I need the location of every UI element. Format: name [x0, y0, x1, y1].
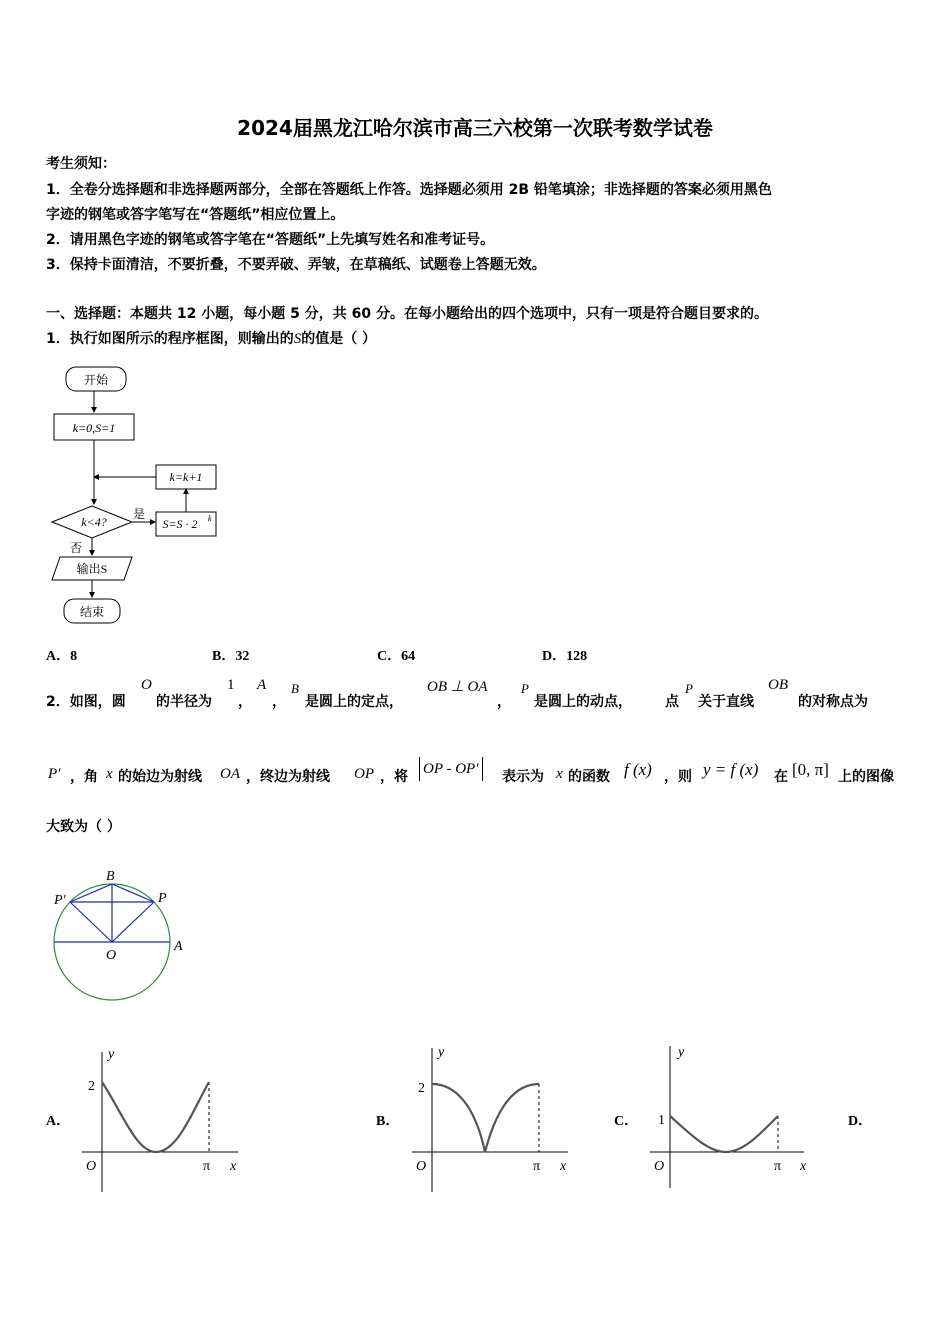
q2-O: O	[141, 677, 152, 693]
q2-A: A	[257, 677, 267, 693]
q2-graph-a	[78, 1042, 248, 1192]
axis-x: x	[560, 1159, 567, 1174]
page-title: 2024届黑龙江哈尔滨市高三六校第一次联考数学试卷	[237, 116, 713, 140]
q2-p2: 的半径为	[156, 694, 212, 710]
axis-x: x	[230, 1159, 237, 1174]
pi-tick: π	[774, 1159, 782, 1174]
q1-stem-var: S	[293, 331, 302, 347]
q2-option-b-label: B．	[376, 1114, 400, 1129]
origin: O	[416, 1159, 427, 1174]
origin: O	[654, 1159, 665, 1174]
q1-option-b: B．32	[212, 649, 250, 664]
q2-OP: OP	[354, 766, 374, 782]
axis-y: y	[438, 1045, 445, 1060]
q1-option-d: D．128	[542, 649, 588, 664]
flow-no: 否	[70, 541, 83, 555]
flow-body-sup: k	[208, 514, 212, 523]
curve-b	[432, 1084, 539, 1152]
circle-figure	[44, 864, 204, 1006]
pi-tick: π	[203, 1159, 211, 1174]
label-A: A	[174, 939, 183, 954]
q2-p3: 是圆上的定点，	[305, 694, 403, 710]
q2-interval: [0, π]	[792, 760, 829, 779]
label-P: P	[158, 891, 167, 906]
axis-x: x	[800, 1159, 807, 1174]
notice-line-1a: 1．全卷分选择题和非选择题两部分，全部在答题纸上作答。选择题必须用 2B 铅笔填涂；非选择题的答案必须用黑色	[46, 182, 772, 198]
flow-end: 结束	[79, 605, 105, 619]
notice-line-2: 2．请用黑色字迹的钢笔或答字笔在“答题纸”上先填写姓名和准考证号。	[46, 232, 495, 248]
q2-yfx: y = f (x)	[703, 760, 759, 779]
flow-body: S=S · 2	[162, 517, 198, 531]
segment-OP	[112, 902, 154, 942]
q2-comma1: ，	[238, 694, 252, 710]
q2-p17: 大致为（ ）	[46, 819, 121, 835]
q1-stem-a: 1．执行如图所示的程序框图，则输出的	[46, 331, 294, 347]
q2-comma2: ，	[272, 694, 286, 710]
q2-p6: 关于直线	[698, 694, 754, 710]
q2-option-c-label: C．	[614, 1114, 639, 1129]
q2-p16: 上的图像	[838, 769, 894, 785]
q2-fx: f (x)	[624, 760, 652, 779]
flow-start: 开始	[83, 373, 109, 387]
curve-c	[670, 1116, 778, 1152]
label-P1: P′	[54, 893, 66, 908]
q2-option-a-label: A．	[46, 1114, 71, 1129]
q2-graph-b	[408, 1042, 578, 1192]
q2-OA: OA	[220, 766, 240, 782]
q2-option-d-label: D．	[848, 1114, 873, 1129]
q2-p14: ，则	[664, 769, 692, 785]
flow-cond: k<4?	[81, 515, 107, 529]
pi-tick: π	[533, 1159, 541, 1174]
y-tick: 2	[88, 1079, 95, 1094]
q2-OB: OB	[768, 677, 788, 693]
label-B: B	[106, 869, 115, 884]
q2-Pprime: P′	[48, 766, 61, 782]
section-heading: 一、选择题：本题共 12 小题，每小题 5 分，共 60 分。在每小题给出的四个选项中，只有一项是符合题目要求的。	[46, 306, 768, 322]
q2-p13: 的函数	[568, 769, 610, 785]
curve-a	[102, 1082, 209, 1152]
origin: O	[86, 1159, 97, 1174]
segment-OP1	[70, 902, 112, 942]
q2-p7: 的对称点为	[798, 694, 868, 710]
segment-P1B	[70, 884, 112, 902]
notice-heading: 考生须知：	[46, 156, 116, 172]
q2-p4: 是圆上的动点，	[534, 694, 632, 710]
flowchart	[48, 362, 238, 630]
flow-output: 输出S	[76, 562, 108, 576]
notice-line-3: 3．保持卡面清洁，不要折叠，不要弄破、弄皱，在草稿纸、试题卷上答题无效。	[46, 257, 546, 273]
q2-abs: OP - OP′	[419, 757, 483, 781]
q2-graph-c	[646, 1042, 816, 1192]
q2-p11: ，将	[380, 769, 408, 785]
segment-BP	[112, 884, 154, 902]
q2-p5: 点	[665, 694, 679, 710]
flow-inc: k=k+1	[169, 470, 203, 484]
q2-p8: ，角	[70, 769, 98, 785]
q1-option-a: A．8	[46, 649, 78, 664]
q2-p12: 表示为	[502, 769, 544, 785]
y-tick: 1	[658, 1113, 665, 1128]
q2-p15: 在	[774, 769, 788, 785]
q2-P2: P	[685, 681, 693, 696]
q2-B: B	[291, 681, 299, 696]
flow-yes: 是	[133, 507, 146, 521]
flow-init: k=0,S=1	[72, 421, 116, 435]
q2-P: P	[521, 681, 529, 696]
q1-stem-b: 的值是（ ）	[301, 331, 377, 347]
q2-comma3: ，	[497, 694, 511, 710]
q2-perp: OB ⊥ OA	[427, 679, 488, 695]
notice-line-1b: 字迹的钢笔或答字笔写在“答题纸”相应位置上。	[46, 207, 345, 223]
q2-p10: ，终边为射线	[246, 769, 330, 785]
q2-p9: 的始边为射线	[118, 769, 202, 785]
q1-option-c: C．64	[377, 649, 416, 664]
q2-x: x	[106, 766, 113, 782]
label-O: O	[106, 948, 117, 963]
q1-stem	[46, 328, 376, 348]
y-tick: 2	[418, 1081, 425, 1096]
axis-y: y	[108, 1047, 115, 1062]
q2-x2: x	[556, 766, 563, 782]
q2-one: 1	[227, 677, 235, 693]
axis-y: y	[678, 1045, 685, 1060]
q2-p1: 2．如图，圆	[46, 694, 126, 710]
